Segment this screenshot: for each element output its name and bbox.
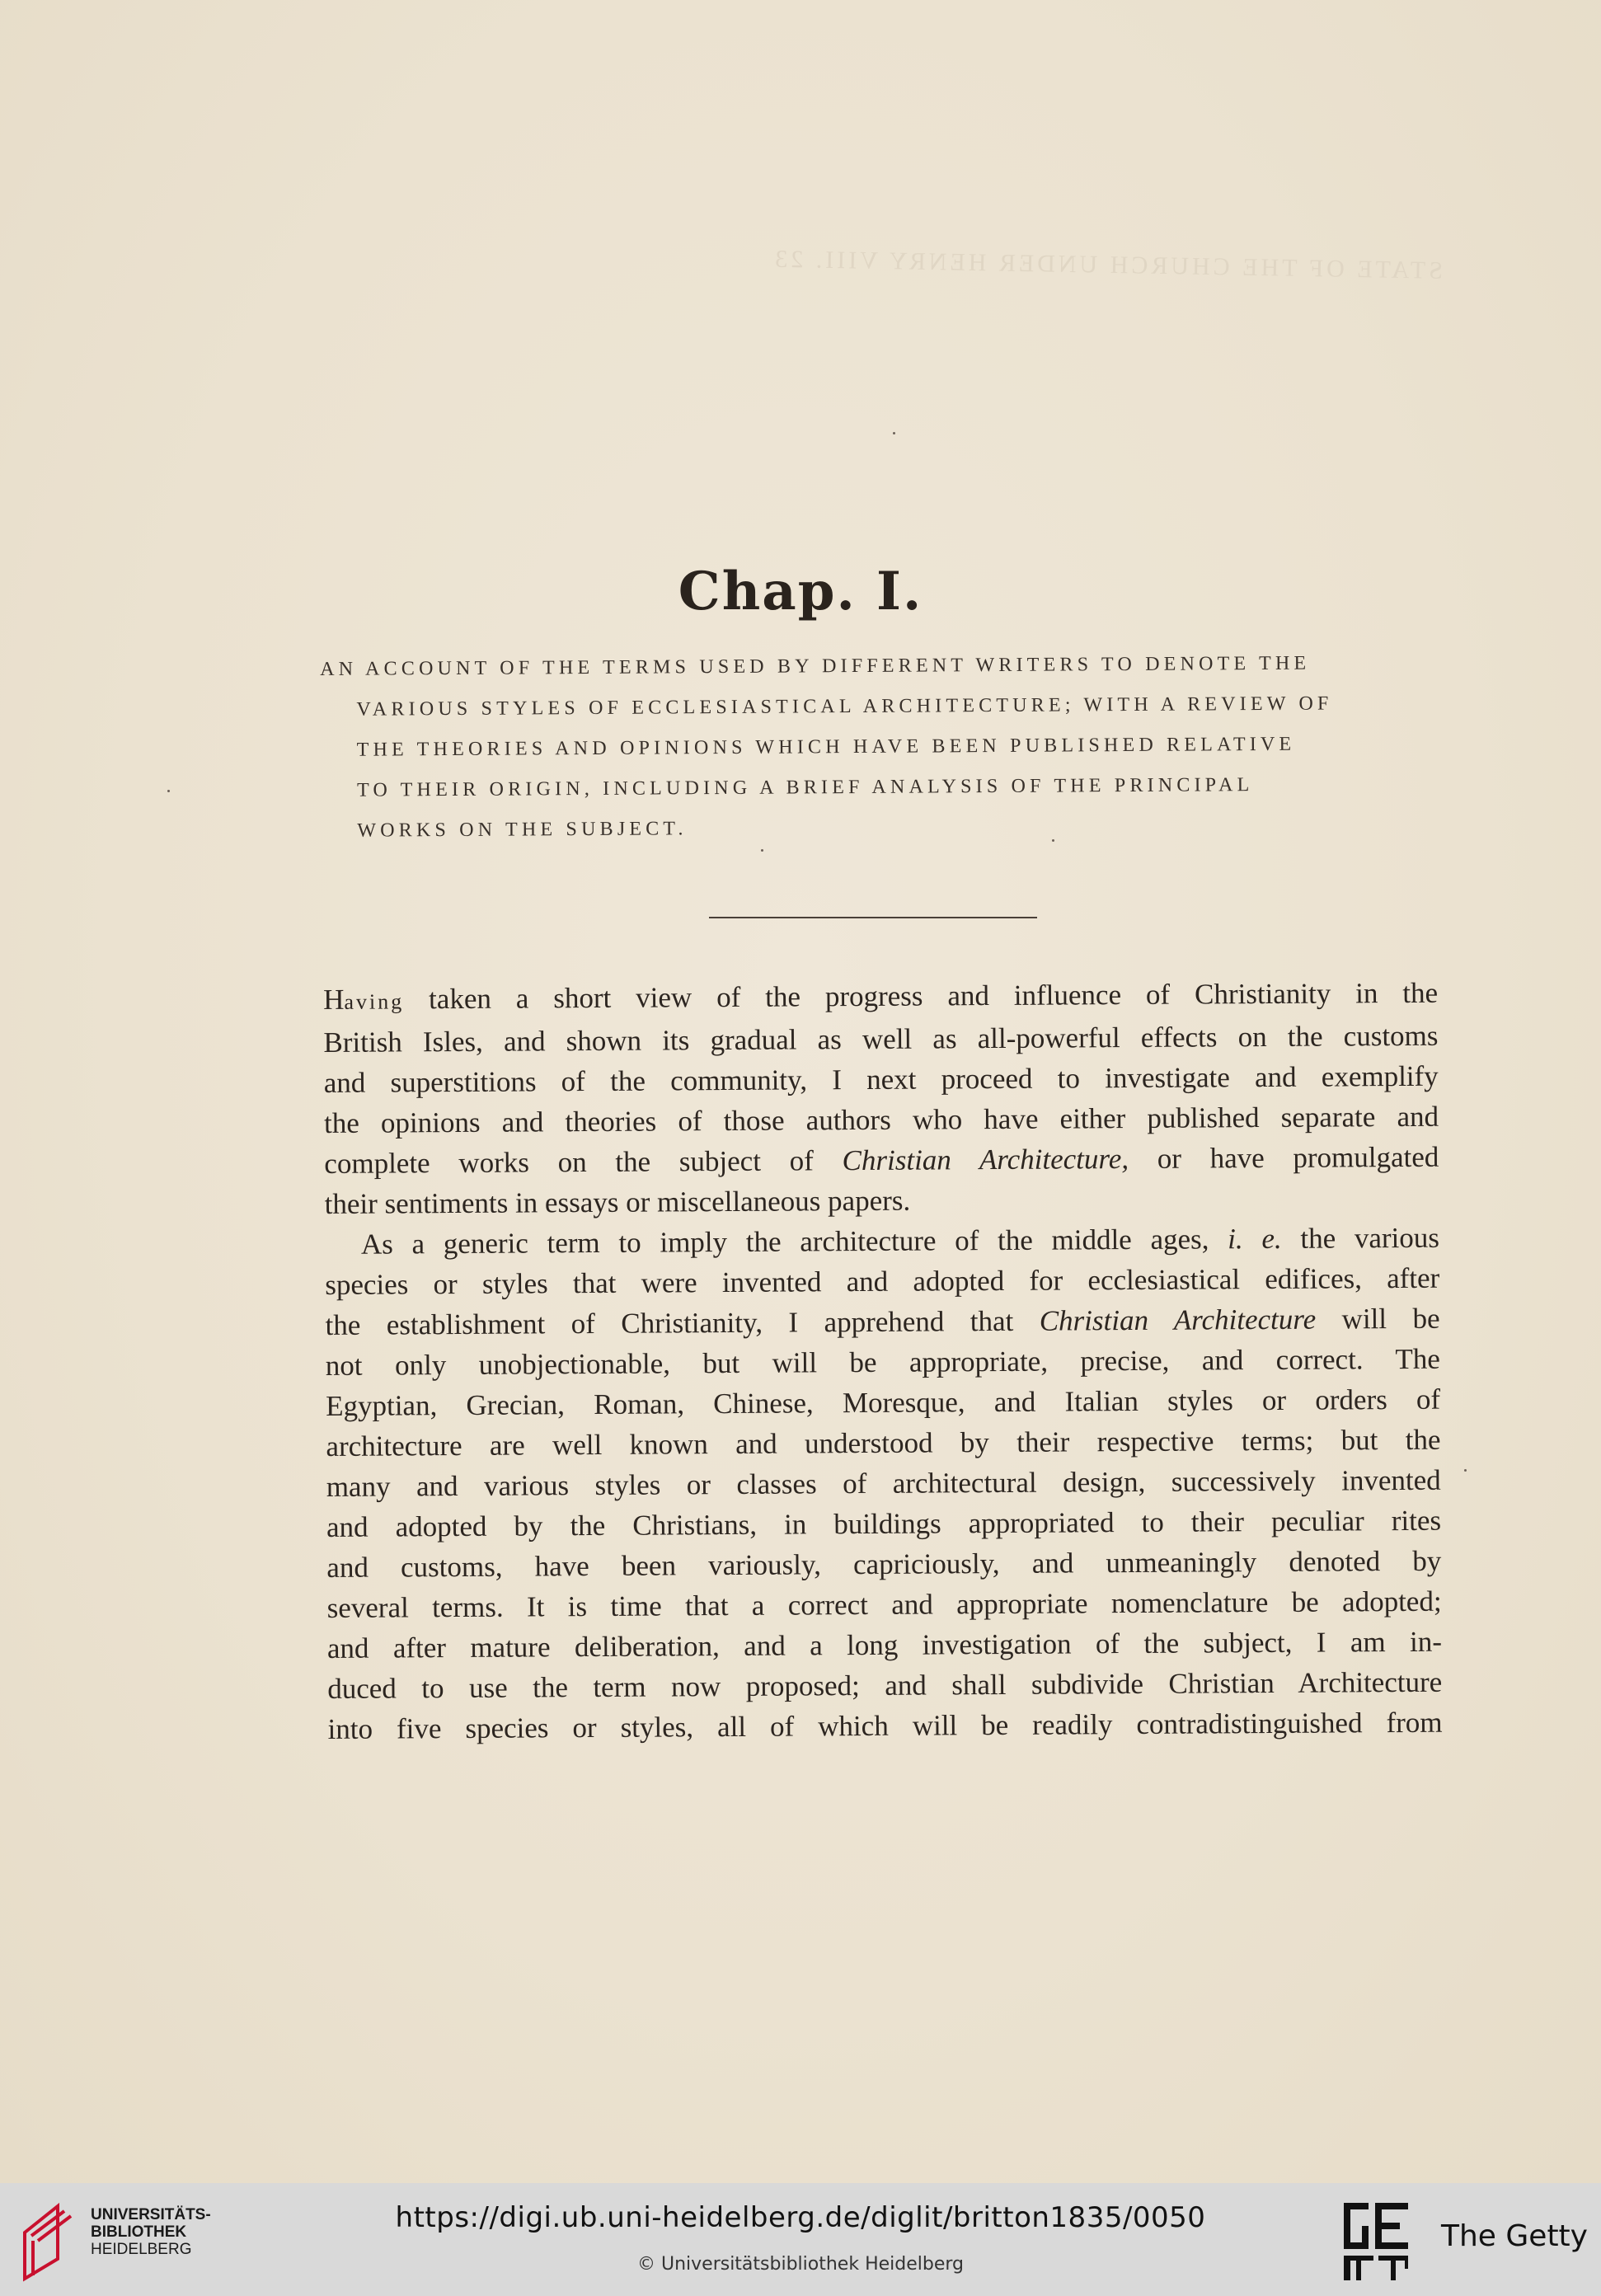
text-line: and adopted by the Christians, in buildings appropriated to their peculiar rites: [326, 1504, 1442, 1543]
library-name-line1: UNIVERSITÄTS-: [91, 2206, 211, 2223]
text-line: several terms. It is time that a correct and appropriate nomenclature be adopted;: [326, 1585, 1442, 1624]
getty-logo-icon[interactable]: [1342, 2201, 1411, 2284]
italic-term: Christian Architecture: [1039, 1303, 1317, 1337]
text-run: will be: [1316, 1302, 1440, 1336]
text-line: many and various styles or classes of architectural design, successively invented: [326, 1463, 1441, 1503]
library-city: HEIDELBERG: [91, 2241, 192, 2258]
text-line: species or styles that were invented and adopted for ecclesiastical edifices, after: [325, 1261, 1440, 1301]
text-line: British Isles, and shown its gradual as well as all-powerful effects on the customs: [323, 1019, 1439, 1059]
text-run: or have promulgated: [1128, 1140, 1439, 1176]
text-line: [323, 973, 1438, 1022]
summary-line: VARIOUS STYLES OF ECCLESIASTICAL ARCHITECTURE; WITH A REVIEW OF: [356, 693, 1333, 721]
text-run: the various: [1281, 1221, 1440, 1255]
drop-small-cap: H: [323, 983, 345, 1016]
text-line: and customs, have been variously, capriciously, and unmeaningly denoted by: [326, 1544, 1442, 1584]
small-caps-lead: aving: [344, 989, 405, 1014]
chapter-summary: [320, 643, 1439, 852]
paper-speck: [893, 432, 895, 434]
text-run: complete works on the subject of: [324, 1144, 843, 1180]
text-line: [324, 1137, 1439, 1184]
text-line: [325, 1218, 1439, 1265]
chapter-title: Chap. I.: [678, 561, 923, 622]
paper-speck: [167, 790, 170, 792]
viewer-footer: [0, 2183, 1601, 2296]
body-text: [323, 973, 1443, 1749]
section-divider: [709, 917, 1037, 918]
partner-name[interactable]: The Getty: [1441, 2219, 1588, 2253]
italic-term: i. e.: [1228, 1222, 1282, 1256]
text-run: As a generic term to imply the architecture of the middle ages,: [360, 1223, 1228, 1261]
text-line: [325, 1298, 1439, 1345]
text-line: and superstitions of the community, I next proceed to investigate and exemplify: [323, 1059, 1439, 1099]
summary-line: THE THEORIES AND OPINIONS WHICH HAVE BEEN PUBLISHED RELATIVE: [356, 733, 1296, 761]
text-line: into five species or styles, all of which will be readily contradistinguished from: [327, 1706, 1443, 1745]
text-line: architecture are well known and understood by their respective terms; but the: [326, 1423, 1441, 1463]
show-through-ghost-text: STATE OF THE CHURCH UNDER HENRY VIII. 23: [772, 245, 1444, 284]
text-line: duced to use the term now proposed; and shall subdivide Christian Architecture: [327, 1665, 1443, 1705]
text-run: the establishment of Christianity, I apprehend that: [325, 1304, 1040, 1341]
text-line: their sentiments in essays or miscellaneous papers.: [324, 1184, 911, 1220]
summary-line: AN ACCOUNT OF THE TERMS USED BY DIFFERENT WRITERS TO DENOTE THE: [320, 652, 1311, 680]
text-line: Egyptian, Grecian, Roman, Chinese, Moresque, and Italian styles or orders of: [326, 1383, 1441, 1422]
summary-line: WORKS ON THE SUBJECT.: [357, 818, 688, 842]
text-line: and after mature deliberation, and a long investigation of the subject, I am in-: [326, 1625, 1443, 1664]
text-run: taken a short view of the progress and influence of Christianity in the: [404, 976, 1439, 1016]
permalink-url[interactable]: https://digi.ub.uni-heidelberg.de/diglit/britton1835/0050: [395, 2201, 1206, 2234]
text-line: not only unobjectionable, but will be appropriate, precise, and correct. The: [325, 1342, 1440, 1382]
text-line: the opinions and theories of those authors who have either published separate and: [323, 1100, 1439, 1139]
paper-speck: [1464, 1469, 1467, 1472]
italic-term: Christian Architecture,: [842, 1143, 1129, 1177]
paper-speck: [761, 849, 763, 852]
library-name-line2: BIBLIOTHEK: [91, 2223, 187, 2241]
copyright-notice: © Universitätsbibliothek Heidelberg: [636, 2254, 964, 2275]
summary-line: TO THEIR ORIGIN, INCLUDING A BRIEF ANALYSIS OF THE PRINCIPAL: [356, 774, 1254, 801]
